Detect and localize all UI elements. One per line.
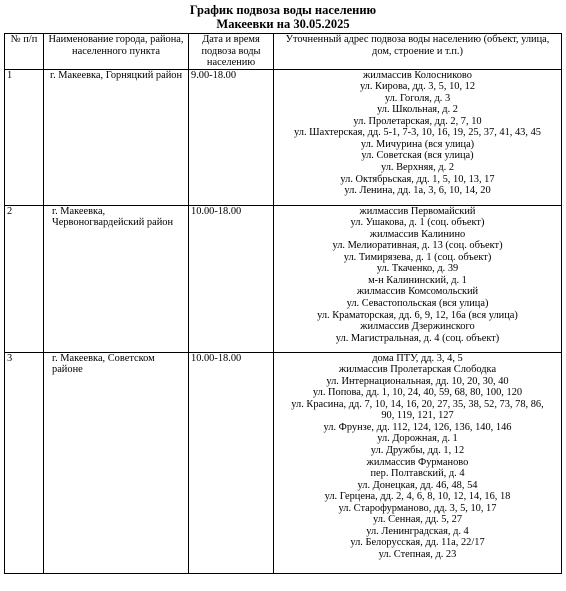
address-line: ул. Степная, д. 23 xyxy=(378,548,457,560)
header-address: Уточненный адрес подвоза воды населению (объект, улица, дом, строение и т.п.) xyxy=(274,34,562,70)
address-line: ул. Донецкая, дд. 46, 48, 54 xyxy=(357,479,478,491)
table-row xyxy=(5,69,562,205)
address-line: ул. Герцена, дд. 2, 4, 6, 8, 10, 12, 14, 16, 18 xyxy=(324,491,511,503)
header-city: Наименование города, района, населенного пункта xyxy=(44,34,189,70)
address-line: ул. Старофурманово, дд. 3, 5, 10, 17 xyxy=(338,502,497,514)
row-city: г. Макеевка, Горняцкий район xyxy=(44,69,189,205)
address-line: ул. Дорожная, д. 1 xyxy=(377,433,458,445)
row-time: 10.00-18.00 xyxy=(189,205,274,352)
row-number: 1 xyxy=(5,69,44,205)
table-header-row xyxy=(5,34,562,70)
water-delivery-table xyxy=(4,33,562,574)
address-line: жилмассив Фурманово xyxy=(366,456,469,468)
address-line: м-н Калининский, д. 1 xyxy=(368,274,467,286)
address-line: ул. Пролетарская, дд. 2, 7, 10 xyxy=(353,115,482,127)
address-line: ул. Интернациональная, дд. 10, 20, 30, 40 xyxy=(326,375,509,387)
address-line: ул. Советская (вся улица) xyxy=(361,150,474,162)
address-line: пер. Полтавский, д. 4 xyxy=(370,468,465,480)
address-line: ул. Фрунзе, дд. 112, 124, 126, 136, 140, 146 xyxy=(323,421,512,433)
header-time: Дата и время подвоза воды населению xyxy=(189,34,274,70)
address-line: ул. Шахтерская, дд. 5-1, 7-3, 10, 16, 19, 25, 37, 41, 43, 45 xyxy=(294,127,541,139)
address-line: ул. Дружбы, дд. 1, 12 xyxy=(370,445,465,457)
address-line: жилмассив Первомайский xyxy=(359,205,476,217)
address-line: жилмассив Калинино xyxy=(369,228,466,240)
row-address-list xyxy=(274,352,562,573)
address-line: 90, 119, 121, 127 xyxy=(381,410,454,422)
row-time: 10.00-18.00 xyxy=(189,352,274,573)
address-line: ул. Ленина, дд. 1а, 3, 6, 10, 14, 20 xyxy=(344,185,491,197)
address-line: ул. Севастопольская (вся улица) xyxy=(346,298,489,310)
address-line: ул. Кирова, дд. 3, 5, 10, 12 xyxy=(359,81,476,93)
address-line: ул. Попова, дд. 1, 10, 24, 40, 59, 68, 80, 100, 120 xyxy=(312,387,523,399)
address-line: ул. Мелиоративная, д. 13 (соц. объект) xyxy=(332,240,503,252)
row-time: 9.00-18.00 xyxy=(189,69,274,205)
address-line: ул. Гоголя, д. 3 xyxy=(384,92,451,104)
header-number: № п/п xyxy=(5,34,44,70)
address-line: ул. Мичурина (вся улица) xyxy=(360,138,475,150)
address-line: ул. Октябрьская, дд. 1, 5, 10, 13, 17 xyxy=(340,173,495,185)
address-line: жилмассив Дзержинского xyxy=(360,321,475,333)
address-line: ул. Верхняя, д. 2 xyxy=(380,162,455,174)
address-line: жилмассив Комсомольский xyxy=(356,286,479,298)
address-line: жилмассив Пролетарская Слободка xyxy=(338,364,497,376)
address-line: ул. Сенная, дд. 5, 27 xyxy=(372,514,463,526)
address-line: дома ПТУ, дд. 3, 4, 5 xyxy=(372,352,463,364)
row-city: г. Макеевка, Червоногвардейский район xyxy=(44,205,189,352)
address-line: ул. Ленинградская, д. 4 xyxy=(366,525,469,537)
table-row xyxy=(5,205,562,352)
address-line: ул. Краматорская, дд. 6, 9, 12, 16а (вся улица) xyxy=(317,309,518,321)
row-address-list xyxy=(274,205,562,352)
table-row xyxy=(5,352,562,573)
row-number: 3 xyxy=(5,352,44,573)
address-line: ул. Тимирязева, д. 1 (соц. объект) xyxy=(343,251,492,263)
title-line-2: Макеевки на 30.05.2025 xyxy=(216,17,350,31)
title-line-1: График подвоза воды населению xyxy=(189,3,377,17)
address-line: ул. Белорусская, дд. 11а, 22/17 xyxy=(350,537,485,549)
address-line: ул. Ткаченко, д. 39 xyxy=(376,263,459,275)
address-line: ул. Ушакова, д. 1 (соц. объект) xyxy=(350,217,485,229)
address-line: ул. Красина, дд. 7, 10, 14, 16, 20, 27, 35, 38, 52, 73, 78, 86, xyxy=(291,398,544,410)
address-line: ул. Школьная, д. 2 xyxy=(377,104,458,116)
address-line: ул. Магистральная, д. 4 (соц. объект) xyxy=(335,332,500,344)
document-title xyxy=(0,0,566,31)
row-city: г. Макеевка, Советском районе xyxy=(44,352,189,573)
address-line: жилмассив Колосниково xyxy=(363,69,472,81)
row-number: 2 xyxy=(5,205,44,352)
row-address-list xyxy=(274,69,562,205)
